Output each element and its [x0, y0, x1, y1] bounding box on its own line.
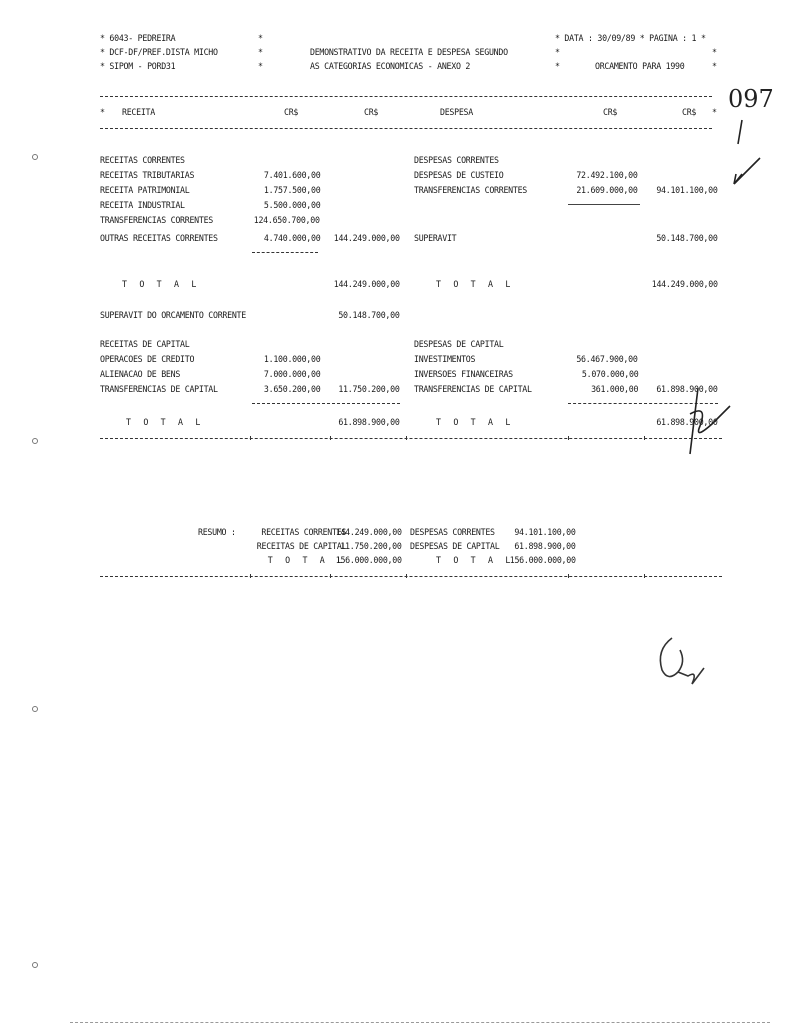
resumo-despesa-value: 156.000.000,00: [510, 556, 576, 566]
resumo-receita-label: RECEITAS CORRENTES: [261, 528, 346, 538]
receita-label: RECEITAS TRIBUTARIAS: [100, 171, 195, 181]
col-star: *: [712, 108, 717, 118]
col-crs-3: CR$: [603, 108, 618, 118]
rule-section-bottom: [100, 438, 722, 439]
receitas-correntes-subtotal: 144.249.000,00: [334, 234, 400, 244]
despesas-correntes-title: DESPESAS CORRENTES: [414, 156, 499, 166]
rule-tick: [330, 436, 331, 440]
total-receita-capital: 61.898.900,00: [338, 418, 400, 428]
despesa-value: 361.000,00: [590, 385, 638, 395]
receita-label: RECEITA PATRIMONIAL: [100, 186, 190, 196]
receitas-correntes-title: RECEITAS CORRENTES: [100, 156, 185, 166]
rule-tick: [250, 574, 251, 578]
receita-value: 124.650.700,00: [254, 216, 320, 226]
despesa-label: INVERSOES FINANCEIRAS: [414, 370, 513, 380]
subtotal-rule: [568, 204, 640, 205]
report-title-line-2: AS CATEGORIAS ECONOMICAS - ANEXO 2: [310, 62, 471, 72]
header-star: *: [712, 48, 717, 58]
despesa-value: 56.467.900,00: [576, 355, 638, 365]
superavit-value: 50.148.700,00: [656, 234, 718, 244]
resumo-receita-value: 11.750.200,00: [340, 542, 402, 552]
receita-value: 3.650.200,00: [263, 385, 320, 395]
binder-hole: [32, 962, 38, 968]
resumo-despesa-label: DESPESAS CORRENTES: [410, 528, 495, 538]
despesa-label: INVESTIMENTOS: [414, 355, 476, 365]
header-star: *: [555, 48, 560, 58]
receita-value: 7.000.000,00: [263, 370, 320, 380]
despesas-capital-title: DESPESAS DE CAPITAL: [414, 340, 504, 350]
receita-label: OUTRAS RECEITAS CORRENTES: [100, 234, 218, 244]
despesa-value: 5.070.000,00: [581, 370, 638, 380]
col-crs-2: CR$: [364, 108, 379, 118]
receita-label: TRANSFERENCIAS CORRENTES: [100, 216, 214, 226]
rule-header-bottom: [100, 128, 712, 129]
total-despesa-capital: 61.898.900,00: [656, 418, 718, 428]
superavit-corrente-label: SUPERAVIT DO ORCAMENTO CORRENTE: [100, 311, 246, 321]
total-label: T O T A L: [436, 418, 514, 428]
rule-tick: [406, 436, 407, 440]
rule-tick: [644, 436, 645, 440]
despesas-correntes-subtotal: 94.101.100,00: [656, 186, 718, 196]
budget-year: ORCAMENTO PARA 1990: [595, 62, 685, 72]
resumo-receita-label: T O T A L: [268, 556, 346, 566]
resumo-despesa-label: DESPESAS DE CAPITAL: [410, 542, 500, 552]
despesa-value: 72.492.100,00: [576, 171, 638, 181]
header-star: *: [712, 62, 717, 72]
rule-resumo-bottom: [100, 576, 722, 577]
rule-top: [100, 96, 712, 97]
superavit-corrente-value: 50.148.700,00: [338, 311, 400, 321]
handwritten-mark: [720, 114, 770, 194]
report-title-line-1: DEMONSTRATIVO DA RECEITA E DESPESA SEGUNDO: [310, 48, 508, 58]
resumo-receita-label: RECEITAS DE CAPITAL: [256, 542, 346, 552]
subtotal-rule: [252, 252, 318, 253]
rule-tick: [330, 574, 331, 578]
total-receita-correntes: 144.249.000,00: [334, 280, 400, 290]
despesa-value: 21.609.000,00: [576, 186, 638, 196]
header-department: * DCF-DF/PREF.DISTA MICHO: [100, 48, 218, 58]
col-crs-1: CR$: [284, 108, 299, 118]
superavit-label: SUPERAVIT: [414, 234, 457, 244]
despesa-label: TRANSFERENCIAS CORRENTES: [414, 186, 528, 196]
receitas-capital-title: RECEITAS DE CAPITAL: [100, 340, 190, 350]
subtotal-rule: [252, 403, 400, 404]
header-star: *: [258, 48, 263, 58]
rule-tick: [644, 574, 645, 578]
binder-hole: [32, 154, 38, 160]
rule-tick: [250, 436, 251, 440]
receita-value: 1.100.000,00: [263, 355, 320, 365]
receitas-capital-subtotal: 11.750.200,00: [338, 385, 400, 395]
header-entity: * 6043- PEDREIRA: [100, 34, 176, 44]
header-star: *: [258, 62, 263, 72]
receita-value: 1.757.500,00: [263, 186, 320, 196]
col-despesa: DESPESA: [440, 108, 473, 118]
binder-hole: [32, 438, 38, 444]
receita-label: OPERACOES DE CREDITO: [100, 355, 195, 365]
total-label: T O T A L: [436, 280, 514, 290]
total-despesa-correntes: 144.249.000,00: [652, 280, 718, 290]
despesa-label: DESPESAS DE CUSTEIO: [414, 171, 504, 181]
resumo-label: RESUMO :: [198, 528, 236, 538]
scan-edge: [70, 1022, 770, 1023]
page-number-stamp: 097: [728, 85, 774, 113]
despesas-capital-subtotal: 61.898.900,00: [656, 385, 718, 395]
resumo-receita-value: 144.249.000,00: [336, 528, 402, 538]
col-receita: RECEITA: [122, 108, 155, 118]
receita-value: 5.500.000,00: [263, 201, 320, 211]
total-label: T O T A L: [126, 418, 204, 428]
total-label: T O T A L: [122, 280, 200, 290]
handwritten-initial: [664, 384, 744, 464]
handwritten-signature: [652, 630, 712, 690]
header-system: * SIPOM - PORD31: [100, 62, 176, 72]
receita-value: 7.401.600,00: [263, 171, 320, 181]
col-crs-4: CR$: [682, 108, 697, 118]
header-star: *: [555, 62, 560, 72]
receita-label: ALIENACAO DE BENS: [100, 370, 181, 380]
receita-label: RECEITA INDUSTRIAL: [100, 201, 185, 211]
resumo-receita-value: 156.000.000,00: [336, 556, 402, 566]
binder-hole: [32, 706, 38, 712]
header-star: *: [258, 34, 263, 44]
col-star: *: [100, 108, 105, 118]
receita-value: 4.740.000,00: [263, 234, 320, 244]
report-date-page: * DATA : 30/09/89 * PAGINA : 1 *: [555, 34, 706, 44]
rule-tick: [568, 574, 569, 578]
resumo-despesa-label: T O T A L: [436, 556, 514, 566]
despesa-label: TRANSFERENCIAS DE CAPITAL: [414, 385, 532, 395]
resumo-despesa-value: 94.101.100,00: [514, 528, 576, 538]
receita-label: TRANSFERENCIAS DE CAPITAL: [100, 385, 218, 395]
rule-tick: [568, 436, 569, 440]
resumo-despesa-value: 61.898.900,00: [514, 542, 576, 552]
rule-tick: [406, 574, 407, 578]
